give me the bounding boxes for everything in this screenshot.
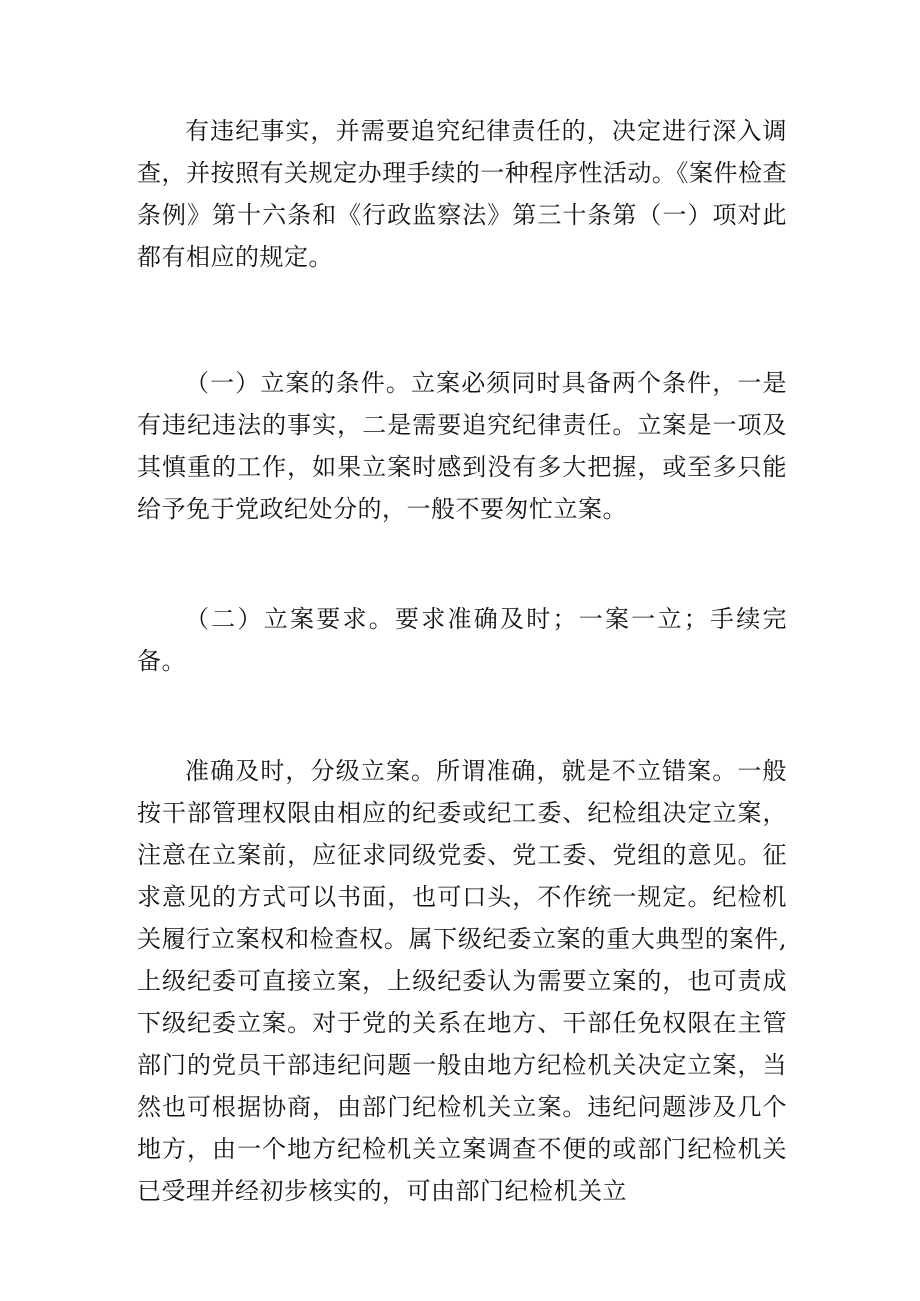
paragraph-accurate-timely: 准确及时，分级立案。所谓准确，就是不立错案。一般按干部管理权限由相应的纪委或纪工委、纪检组决定立案，注意在立案前，应征求同级党委、党工委、党组的意见。征求意见的方式可以书面，也可口头，不作统一规定。纪检机关履行立案权和检查权。属下级纪委立案的重大典型的案件,上级纪委可直接立案，上级纪委认为需要立案的，也可责成下级纪委立案。对于党的关系在地方、干部任免权限在主管部门的党员干部违纪问题一般由地方纪检机关决定立案，当然也可根据协商，由部门纪检机关立案。违纪问题涉及几个地方，由一个地方纪检机关立案调查不便的或部门纪检机关已受理并经初步核实的，可由部门纪检机关立 xyxy=(137,757,787,1205)
paragraph-filing-conditions: （一）立案的条件。立案必须同时具备两个条件，一是有违纪违法的事实，二是需要追究纪律责任。立案是一项及其慎重的工作，如果立案时感到没有多大把握，或至多只能给予免于党政纪处分的，一般不要匆忙立案。 xyxy=(137,369,787,523)
paragraph-filing-requirements: （二）立案要求。要求准确及时；一案一立；手续完备。 xyxy=(137,605,787,675)
paragraph-case-definition: 有违纪事实，并需要追究纪律责任的，决定进行深入调查，并按照有关规定办理手续的一种程序性活动。《案件检查条例》第十六条和《行政监察法》第三十条第（一）项对此都有相应的规定。 xyxy=(137,117,787,271)
document-body xyxy=(137,110,787,1212)
